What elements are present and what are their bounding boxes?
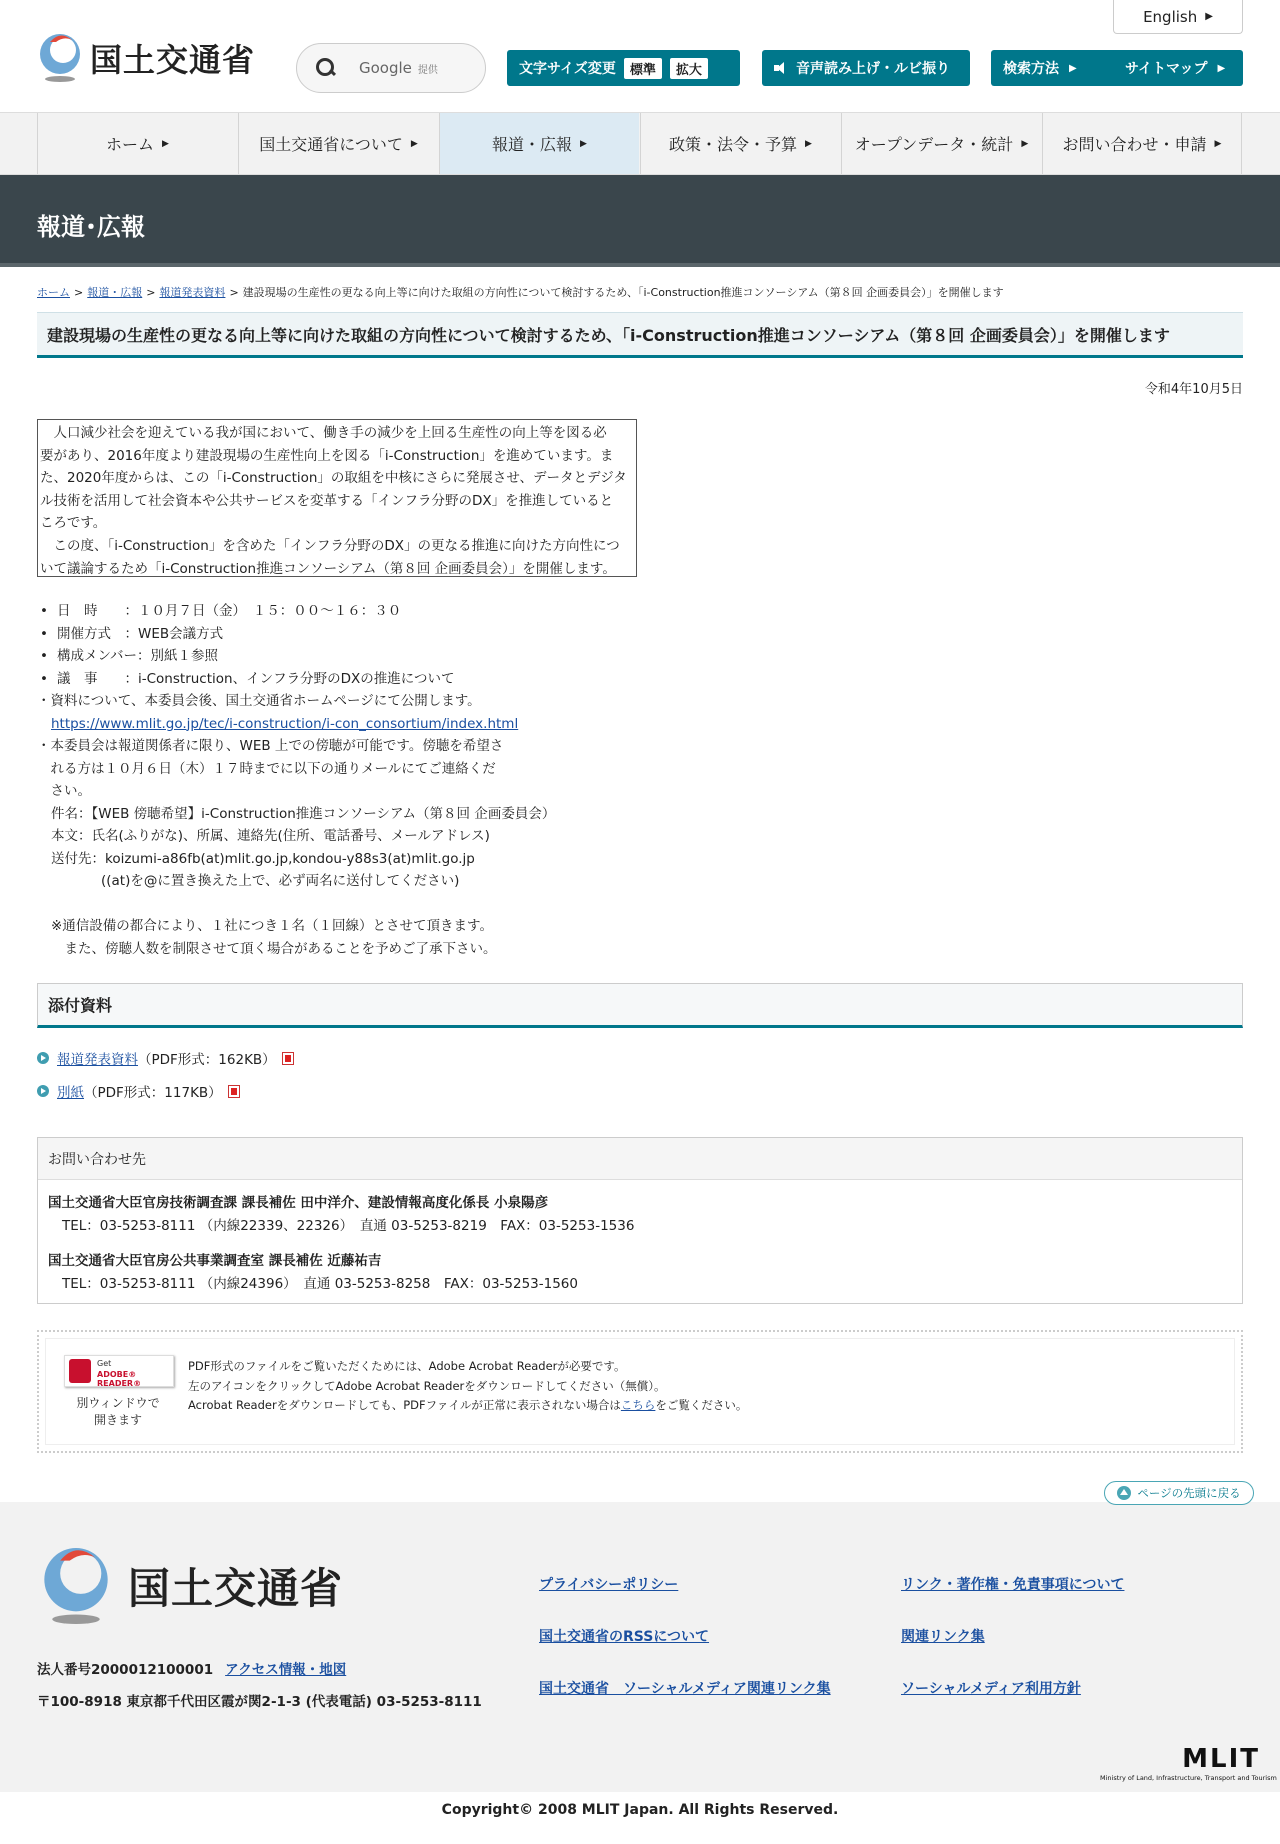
adobe-help-link[interactable]: こちら bbox=[620, 1398, 656, 1412]
release-date: 令和4年10月5日 bbox=[1144, 382, 1243, 397]
nav-item-press[interactable] bbox=[439, 113, 639, 174]
summary-line: いて議論するため「i-Construction推進コンソーシアム（第８回 企画委員会）」を開催します。 bbox=[40, 560, 616, 577]
new-window-note bbox=[68, 1395, 168, 1429]
attachment-press-release-link[interactable]: 報道発表資料 bbox=[57, 1052, 138, 1068]
contact-org: 国土交通省大臣官房公共事業調査室 課長補佐 近藤祐吉 bbox=[48, 1253, 382, 1269]
note-line: ※通信設備の都合により、１社につき１名（１回線）とさせて頂きます。 bbox=[51, 918, 493, 934]
attachment-info: （PDF形式：162KB） bbox=[138, 1052, 276, 1068]
spacer bbox=[48, 1238, 1232, 1250]
page-top-label: ページの先頭に戻る bbox=[1137, 1486, 1241, 1500]
adobe-reader-box bbox=[37, 1330, 1243, 1453]
summary-line: 人口減少社会を迎えている我が国において、働き手の減少を上回る生産性の向上等を図る必 bbox=[40, 425, 607, 441]
mlit-logo-icon bbox=[36, 32, 84, 84]
mail-note: ((at)を@に置き換えた上で、必ず両名に送付してください) bbox=[101, 873, 460, 889]
corp-number: 法人番号2000012100001 bbox=[37, 1662, 214, 1678]
logo-text: 国土交通省 bbox=[90, 41, 256, 79]
english-button[interactable] bbox=[1113, 0, 1243, 34]
address: 〒100-8918 東京都千代田区霞が関2-1-3 (代表電話) 03-5253-8111 bbox=[37, 1694, 482, 1710]
english-label: English bbox=[1143, 7, 1198, 26]
triangle-right-icon: ▶ bbox=[162, 138, 169, 149]
nav-item-policy[interactable] bbox=[640, 113, 840, 174]
nav-label: お問い合わせ・申請 bbox=[1062, 135, 1207, 154]
mail-address: 送付先：koizumi-a86fb(at)mlit.go.jp,kondou-y88s3(at)mlit.go.jp bbox=[51, 850, 475, 867]
breadcrumb-separator: > bbox=[74, 286, 84, 299]
adobe-line: 左のアイコンをクリックしてAdobe Acrobat Readerをダウンロードしてください（無償）。 bbox=[188, 1378, 666, 1393]
nav-item-contact[interactable] bbox=[1042, 113, 1242, 174]
contact-heading: お問い合わせ先 bbox=[38, 1138, 1242, 1180]
material-note: ・資料について、本委員会後、国土交通省ホームページにて公開します。 bbox=[37, 693, 481, 709]
attachments-heading: 添付資料 bbox=[37, 983, 1243, 1028]
page-title: 建設現場の生産性の更なる向上等に向けた取組の方向性について検討するため、「i-Construction推進コンソーシアム（第８回 企画委員会）」を開催します bbox=[47, 325, 1170, 345]
triangle-right-icon: ▶ bbox=[805, 138, 812, 149]
adobe-line-text: Acrobat Readerをダウンロードしても、PDFファイルが正常に表示されない場合は bbox=[188, 1398, 621, 1412]
detail-format: • 開催方式 ：WEB会議方式 bbox=[37, 623, 737, 646]
page-top-button[interactable] bbox=[1104, 1481, 1254, 1505]
nav-label: ホーム bbox=[106, 135, 155, 154]
nav-item-about[interactable] bbox=[238, 113, 438, 174]
footer-link-copyright[interactable]: リンク・著作権・免責事項について bbox=[901, 1577, 1125, 1593]
adobe-inner bbox=[45, 1338, 1235, 1445]
hearing-line: れる方は１０月６日（木）１７時までに以下の通りメールにてご連絡くだ bbox=[37, 760, 496, 777]
contact-tel: TEL：03-5253-8111 （内線22339、22326） 直通 03-5253-8219 FAX：03-5253-1536 bbox=[62, 1218, 635, 1234]
reader-name-label: ADOBE® READER® bbox=[97, 1370, 142, 1388]
hearing-line: ・本委員会は報道関係者に限り、WEB 上での傍聴が可能です。傍聴を希望さ bbox=[37, 738, 504, 754]
attachment-annex-link[interactable]: 別紙 bbox=[57, 1085, 84, 1101]
reader-get-label: Get bbox=[97, 1359, 112, 1368]
search-input[interactable] bbox=[296, 43, 486, 93]
new-window-line: 開きます bbox=[93, 1413, 142, 1427]
search-method-button[interactable] bbox=[991, 50, 1125, 86]
search-method-label: 検索方法 bbox=[1003, 61, 1059, 77]
mlit-wordmark bbox=[1100, 1744, 1277, 1782]
summary-box bbox=[37, 419, 637, 577]
contact-body bbox=[38, 1180, 1242, 1308]
triangle-right-icon: ▶ bbox=[1021, 138, 1029, 149]
search-icon[interactable] bbox=[315, 57, 337, 79]
event-details bbox=[37, 600, 737, 960]
hearing-line: さい。 bbox=[37, 783, 91, 799]
sitemap-button[interactable] bbox=[1113, 50, 1243, 86]
font-size-large-button[interactable]: 拡大 bbox=[670, 58, 708, 79]
contact-box bbox=[37, 1137, 1243, 1304]
footer-link-social-links[interactable]: 国土交通省 ソーシャルメディア関連リンク集 bbox=[539, 1681, 831, 1697]
arrow-circle-icon bbox=[37, 1085, 49, 1097]
mail-subject: 件名：【WEB 傍聴希望】i-Construction推進コンソーシアム（第８回 企画委員会） bbox=[51, 805, 556, 822]
footer-link-social-policy[interactable]: ソーシャルメディア利用方針 bbox=[901, 1681, 1081, 1697]
arrow-up-icon bbox=[1117, 1486, 1131, 1500]
detail-agenda: • 議 事 ：i-Construction、インフラ分野のDXの推進について bbox=[37, 668, 737, 691]
copyright: Copyright© 2008 MLIT Japan. All Rights Reserved. bbox=[441, 1802, 839, 1818]
site-logo[interactable] bbox=[36, 32, 255, 84]
footer-logo-text: 国土交通省 bbox=[128, 1564, 344, 1613]
font-size-standard-button[interactable]: 標準 bbox=[624, 58, 662, 79]
breadcrumb bbox=[37, 284, 1004, 300]
summary-line: 要があり、2016年度より建設現場の生産性向上を図る「i-Construction」を進めています。ま bbox=[40, 447, 614, 464]
attachment-item bbox=[37, 1081, 240, 1101]
access-map-link[interactable]: アクセス情報・地図 bbox=[225, 1662, 347, 1678]
triangle-right-icon: ▶ bbox=[1069, 62, 1077, 74]
detail-members: • 構成メンバー：別紙１参照 bbox=[37, 645, 737, 668]
nav-label: オープンデータ・統計 bbox=[854, 135, 1014, 154]
provided-label: 提供 bbox=[417, 64, 438, 76]
attachment-info: （PDF形式：117KB） bbox=[84, 1085, 222, 1101]
triangle-right-icon: ▶ bbox=[410, 138, 418, 149]
arrow-circle-icon bbox=[37, 1052, 49, 1064]
new-window-line: 別ウィンドウで bbox=[76, 1396, 160, 1410]
breadcrumb-separator: > bbox=[146, 286, 156, 299]
banner-title: 報道･広報 bbox=[37, 213, 145, 241]
attachment-item bbox=[37, 1048, 294, 1068]
speaker-icon bbox=[774, 61, 788, 75]
material-url-link[interactable]: https://www.mlit.go.jp/tec/i-construction/i-con_consortium/index.html bbox=[51, 715, 519, 732]
pdf-icon bbox=[228, 1085, 240, 1098]
spacer bbox=[37, 893, 737, 916]
adobe-line: PDF形式のファイルをご覧いただくためには、Adobe Acrobat Readerが必要です。 bbox=[188, 1359, 626, 1373]
summary-line: この度、「i-Construction」を含めた「インフラ分野のDX」の更なる推進に向けた方向性につ bbox=[40, 537, 620, 554]
mlit-subtitle: Ministry of Land, Infrastructure, Transport and Tourism bbox=[1100, 1774, 1277, 1782]
pdf-icon bbox=[282, 1052, 294, 1065]
nav-item-opendata[interactable] bbox=[841, 113, 1041, 174]
summary-line: ころです。 bbox=[40, 515, 107, 532]
speech-button[interactable] bbox=[762, 50, 970, 86]
category-banner bbox=[0, 175, 1280, 267]
adobe-text bbox=[188, 1357, 747, 1416]
detail-datetime: • 日 時 ：１０月７日（金） １５：００～１６：３０ bbox=[37, 600, 737, 623]
speech-label: 音声読み上げ・ルビ振り bbox=[796, 61, 950, 77]
contact-org: 国土交通省大臣官房技術調査課 課長補佐 田中洋介、建設情報高度化係長 小泉陽彦 bbox=[48, 1195, 549, 1211]
breadcrumb-home[interactable]: ホーム bbox=[37, 286, 70, 299]
site-footer bbox=[0, 1502, 1280, 1792]
breadcrumb-current: 建設現場の生産性の更なる向上等に向けた取組の方向性について検討するため、「i-Construction推進コンソーシアム（第８回 企画委員会）」を開催します bbox=[242, 286, 1004, 299]
footer-link-privacy[interactable]: プライバシーポリシー bbox=[539, 1577, 679, 1593]
font-size-label: 文字サイズ変更 bbox=[519, 61, 616, 77]
google-label: Google bbox=[359, 59, 412, 77]
triangle-right-icon: ▶ bbox=[1214, 138, 1222, 149]
contact-tel: TEL：03-5253-8111 （内線24396） 直通 03-5253-8258 FAX：03-5253-1560 bbox=[62, 1276, 578, 1292]
adobe-line-text: をご覧ください。 bbox=[655, 1398, 748, 1412]
triangle-right-icon: ▶ bbox=[1217, 62, 1226, 74]
breadcrumb-releases[interactable]: 報道発表資料 bbox=[159, 286, 226, 299]
summary-line: た、2020年度からは、この「i-Construction」の取組を中核にさらに発展させ、データとデジタ bbox=[40, 470, 627, 487]
mlit-mark: MLIT bbox=[1182, 1744, 1260, 1774]
triangle-right-icon: ▶ bbox=[580, 138, 587, 149]
site-header bbox=[0, 0, 1280, 112]
font-size-control bbox=[507, 50, 740, 86]
footer-link-related[interactable]: 関連リンク集 bbox=[901, 1629, 985, 1645]
nav-label: 報道・広報 bbox=[492, 135, 573, 154]
sitemap-label: サイトマップ bbox=[1125, 61, 1208, 77]
page-title-box bbox=[37, 312, 1243, 358]
nav-label: 国土交通省について bbox=[259, 135, 403, 154]
mlit-logo-icon bbox=[38, 1544, 114, 1628]
breadcrumb-press[interactable]: 報道・広報 bbox=[87, 286, 143, 299]
nav-label: 政策・法令・予算 bbox=[669, 135, 798, 154]
summary-line: ル技術を活用して社会資本や公共サービスを変革する「インフラ分野のDX」を推進していると bbox=[40, 492, 614, 509]
breadcrumb-separator: > bbox=[229, 286, 239, 299]
footer-link-rss[interactable]: 国土交通省のRSSについて bbox=[539, 1629, 710, 1645]
nav-item-home[interactable] bbox=[37, 113, 237, 174]
triangle-right-icon: ▶ bbox=[1205, 11, 1213, 22]
corp-number-line bbox=[37, 1658, 346, 1678]
adobe-reader-icon bbox=[69, 1359, 91, 1383]
note-line: また、傍聴人数を制限させて頂く場合があることを予めご了承下さい。 bbox=[51, 940, 497, 957]
adobe-reader-download-button[interactable] bbox=[64, 1355, 174, 1387]
global-nav bbox=[0, 112, 1280, 175]
footer-logo[interactable] bbox=[38, 1544, 343, 1628]
adobe-line bbox=[188, 1396, 747, 1416]
mail-body: 本文：氏名(ふりがな)、所属、連絡先(住所、電話番号、メールアドレス) bbox=[51, 828, 490, 844]
